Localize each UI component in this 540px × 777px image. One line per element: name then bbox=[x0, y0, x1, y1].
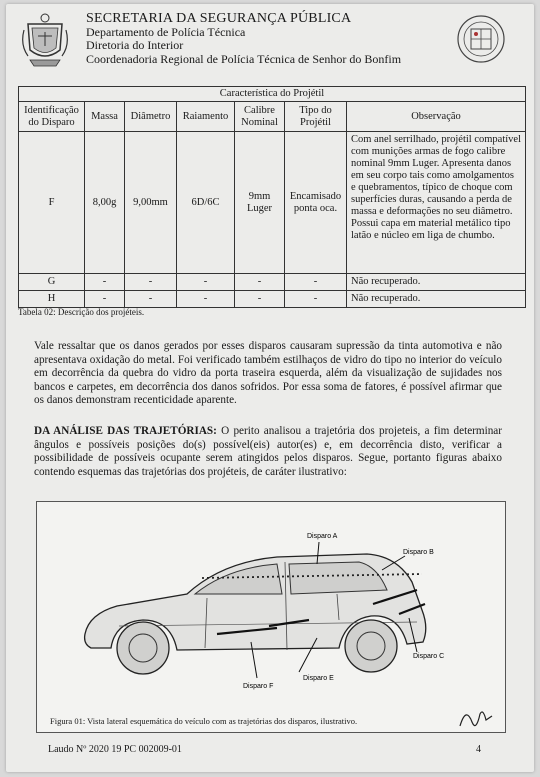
cell-massa: 8,00g bbox=[85, 132, 125, 274]
cell-tipo: Encamisado ponta oca. bbox=[285, 132, 347, 274]
table-group-header: Característica do Projétil bbox=[19, 87, 526, 102]
table-caption: Tabela 02: Descrição dos projéteis. bbox=[18, 307, 145, 317]
cell-observacao: Não recuperado. bbox=[347, 274, 526, 291]
table-row bbox=[19, 132, 526, 274]
label-disparo-c: Disparo C bbox=[413, 653, 445, 660]
cell-massa: - bbox=[85, 274, 125, 291]
police-seal-icon bbox=[456, 14, 506, 64]
col-header-massa: Massa bbox=[85, 102, 125, 132]
figure-caption: Figura 01: Vista lateral esquemática do veículo com as trajetórias dos disparos, ilustrativo. bbox=[50, 716, 358, 726]
cell-id: G bbox=[19, 274, 85, 291]
cell-observacao: Com anel serrilhado, projétil compatível com munições armas de fogo calibre nominal 9mm Luger. Apresenta danos em seu corpo tais como amolgamentos e quebramentos, típico de choque com superfícies duras, causando a perda de massa e deformações no seu diâmetro. Possui capa em material metálico tipo latão e núcleo em liga de chumbo. bbox=[347, 132, 526, 274]
rear-wheel bbox=[345, 620, 397, 672]
col-header-observacao: Observação bbox=[347, 102, 526, 132]
label-disparo-b: Disparo B bbox=[403, 549, 434, 556]
col-header-raiamento: Raiamento bbox=[177, 102, 235, 132]
cell-raiamento: 6D/6C bbox=[177, 132, 235, 274]
trajectory-figure bbox=[36, 501, 506, 733]
col-header-tipo: Tipo do Projétil bbox=[285, 102, 347, 132]
cell-tipo: - bbox=[285, 274, 347, 291]
cell-calibre: - bbox=[235, 274, 285, 291]
cell-raiamento: - bbox=[177, 274, 235, 291]
header-line-secretaria: SECRETARIA DA SEGURANÇA PÚBLICA bbox=[86, 11, 352, 26]
cell-diametro: - bbox=[125, 291, 177, 308]
col-header-calibre: Calibre Nominal bbox=[235, 102, 285, 132]
cell-id: H bbox=[19, 291, 85, 308]
table-row bbox=[19, 274, 526, 291]
page-number: 4 bbox=[476, 744, 481, 755]
header-line-departamento: Departamento de Polícia Técnica bbox=[86, 24, 246, 39]
cell-calibre: - bbox=[235, 291, 285, 308]
section-text: O perito analisou a trajetória dos projeteis, a fim determinar ângulos e possíveis posições do(s) possível(eis) autor(es) e, em decorrência disto, verificar a possibilidade de possíveis ocupante serem atingidos pelos disparos. Segue, portanto figuras abaixo contendo esquemas das trajetórias dos projéteis, de caráter ilustrativo: bbox=[34, 425, 502, 478]
section-title: DA ANÁLISE DAS TRAJETÓRIAS: bbox=[34, 425, 217, 437]
projectile-table bbox=[18, 86, 526, 308]
paragraph-damages: Vale ressaltar que os danos gerados por esses disparos causaram supressão da tinta automotiva e não apresentava oxidação do metal. Foi verificado também estilhaços de vidro do tipo no interior do veículo em decorrência da quebra do vidro da porta traseira esquerda, além da visualização de sujidades nos bancos e carpetes, em decorrência dos danos sofridos. Por essa soma de fatores, é possível afirmar que os danos demonstram recenticidade aparente. bbox=[34, 340, 502, 406]
cell-tipo: - bbox=[285, 291, 347, 308]
label-disparo-e: Disparo E bbox=[303, 675, 334, 682]
col-header-identificacao: Identificação do Disparo bbox=[19, 102, 85, 132]
cell-diametro: 9,00mm bbox=[125, 132, 177, 274]
cell-diametro: - bbox=[125, 274, 177, 291]
paragraph-trajectories bbox=[34, 425, 502, 479]
cell-massa: - bbox=[85, 291, 125, 308]
laudo-number: Laudo Nº 2020 19 PC 002009-01 bbox=[48, 744, 182, 755]
front-wheel bbox=[117, 622, 169, 674]
table-row bbox=[19, 291, 526, 308]
car-side-view-illustration bbox=[37, 502, 507, 734]
cell-raiamento: - bbox=[177, 291, 235, 308]
state-coat-of-arms-icon bbox=[20, 10, 70, 70]
label-disparo-a: Disparo A bbox=[307, 533, 338, 540]
label-disparo-f: Disparo F bbox=[243, 683, 274, 690]
header-line-diretoria: Diretoria do Interior bbox=[86, 38, 184, 52]
header-line-coordenadoria: Coordenadoria Regional de Polícia Técnica de Senhor do Bonfim bbox=[86, 51, 402, 66]
document-page bbox=[6, 4, 534, 772]
cell-id: F bbox=[19, 132, 85, 274]
cell-observacao: Não recuperado. bbox=[347, 291, 526, 308]
letterhead bbox=[6, 4, 534, 86]
col-header-diametro: Diâmetro bbox=[125, 102, 177, 132]
signature-icon bbox=[456, 704, 496, 734]
cell-calibre: 9mm Luger bbox=[235, 132, 285, 274]
